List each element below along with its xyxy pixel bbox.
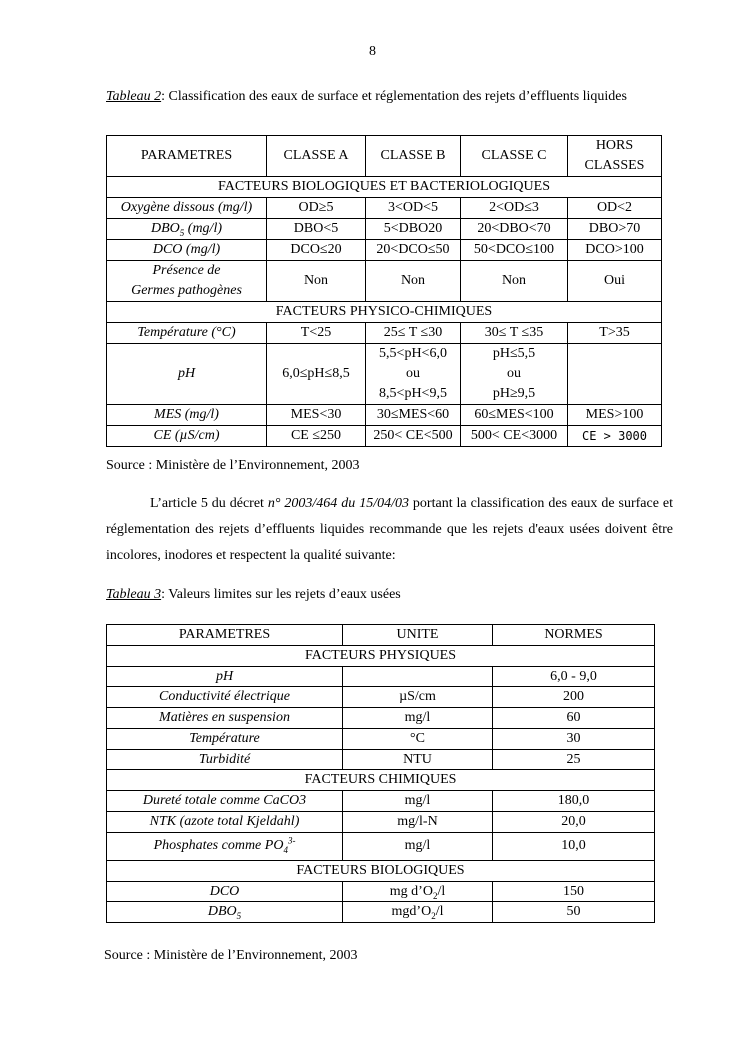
param-subscript: 5 <box>236 910 242 921</box>
unit-text: mg d’O <box>389 883 433 899</box>
norm-cell: 50 <box>493 902 655 923</box>
table-row <box>107 687 655 708</box>
section-title: FACTEURS CHIMIQUES <box>107 770 655 791</box>
table-row <box>107 832 655 860</box>
value-cell: OD≥5 <box>267 198 366 219</box>
param-cell: DCO <box>107 881 343 902</box>
norm-cell: 60 <box>493 708 655 729</box>
value-cell: MES>100 <box>568 405 662 426</box>
header-cell: CLASSE C <box>461 136 568 177</box>
table-header-row <box>107 136 662 177</box>
section-title: FACTEURS PHYSIQUES <box>107 645 655 666</box>
norm-cell: 6,0 - 9,0 <box>493 666 655 687</box>
tableau3-caption <box>106 587 401 603</box>
value-cell: 500< CE<3000 <box>461 426 568 447</box>
tableau2-table <box>106 135 662 447</box>
value-cell: 30≤ T ≤35 <box>461 323 568 344</box>
unit-text: /l <box>437 883 446 899</box>
norm-cell: 180,0 <box>493 791 655 812</box>
value-cell <box>366 344 461 405</box>
value-cell: T>35 <box>568 323 662 344</box>
table-row <box>107 811 655 832</box>
param-text: DBO <box>151 221 180 236</box>
param-cell: NTK (azote total Kjeldahl) <box>107 811 343 832</box>
value-line: 8,5<pH<9,5 <box>379 386 447 401</box>
param-line: Germes pathogènes <box>131 283 242 298</box>
table-row <box>107 666 655 687</box>
table-row <box>107 405 662 426</box>
value-cell: Non <box>366 261 461 302</box>
unit-cell: µS/cm <box>343 687 493 708</box>
section-row <box>107 302 662 323</box>
tableau3-source: Source : Ministère de l’Environnement, 2003 <box>104 948 358 963</box>
param-cell <box>107 219 267 240</box>
section-row <box>107 860 655 881</box>
norm-cell: 200 <box>493 687 655 708</box>
unit-subscript: 2 <box>432 890 438 901</box>
table-row <box>107 749 655 770</box>
value-cell: CE ≤250 <box>267 426 366 447</box>
value-cell: DCO>100 <box>568 240 662 261</box>
unit-cell <box>343 881 493 902</box>
param-cell: DCO (mg/l) <box>107 240 267 261</box>
value-cell: Non <box>267 261 366 302</box>
table-row <box>107 240 662 261</box>
value-cell: DCO≤20 <box>267 240 366 261</box>
param-superscript: 3- <box>287 835 296 846</box>
param-cell: Conductivité électrique <box>107 687 343 708</box>
norm-cell: 20,0 <box>493 811 655 832</box>
value-cell: MES<30 <box>267 405 366 426</box>
param-text: DBO <box>207 904 237 919</box>
header-cell: CLASSE B <box>366 136 461 177</box>
value-cell: T<25 <box>267 323 366 344</box>
header-cell: PARAMETRES <box>107 625 343 646</box>
unit-cell: mg/l <box>343 708 493 729</box>
value-cell: 3<OD<5 <box>366 198 461 219</box>
value-cell: 250< CE<500 <box>366 426 461 447</box>
header-cell: HORS CLASSES <box>568 136 662 177</box>
value-cell: 30≤MES<60 <box>366 405 461 426</box>
param-cell: Dureté totale comme CaCO3 <box>107 791 343 812</box>
table-row <box>107 791 655 812</box>
value-cell: OD<2 <box>568 198 662 219</box>
value-cell: 5<DBO20 <box>366 219 461 240</box>
value-cell: 6,0≤pH≤8,5 <box>267 344 366 405</box>
tableau2-caption <box>106 89 627 105</box>
value-cell: Oui <box>568 261 662 302</box>
page-number: 8 <box>369 44 376 59</box>
value-cell: 60≤MES<100 <box>461 405 568 426</box>
section-title: FACTEURS PHYSICO-CHIMIQUES <box>107 302 662 323</box>
value-cell: 50<DCO≤100 <box>461 240 568 261</box>
tableau2-caption-label: Tableau 2 <box>106 89 162 104</box>
paragraph-decree-ref: n° 2003/464 du 15/04/03 <box>267 496 409 511</box>
table-row <box>107 902 655 923</box>
param-subscript: 4 <box>283 845 288 856</box>
norm-cell: 25 <box>493 749 655 770</box>
section-row <box>107 770 655 791</box>
table-row <box>107 344 662 405</box>
value-cell: 2<OD≤3 <box>461 198 568 219</box>
norm-cell: 150 <box>493 881 655 902</box>
param-cell <box>107 832 343 860</box>
unit-cell <box>343 902 493 923</box>
unit-text: /l <box>435 904 444 919</box>
param-text: Phosphates comme PO <box>153 838 284 854</box>
section-title: FACTEURS BIOLOGIQUES ET BACTERIOLOGIQUES <box>107 177 662 198</box>
tableau2-source: Source : Ministère de l’Environnement, 2003 <box>106 458 360 473</box>
value-cell: Non <box>461 261 568 302</box>
paragraph-text: L’article 5 du décret <box>150 496 268 511</box>
body-paragraph <box>106 491 673 569</box>
unit-cell: mg/l <box>343 832 493 860</box>
table-row <box>107 198 662 219</box>
param-cell: pH <box>107 666 343 687</box>
unit-cell: mg/l <box>343 791 493 812</box>
unit-cell <box>343 666 493 687</box>
norm-cell: 10,0 <box>493 832 655 860</box>
header-cell: CLASSE A <box>267 136 366 177</box>
table-row <box>107 426 662 447</box>
unit-subscript: 2 <box>431 910 436 921</box>
value-line: ou <box>507 366 521 381</box>
header-cell: NORMES <box>493 625 655 646</box>
param-cell: CE (µS/cm) <box>107 426 267 447</box>
value-cell: DBO<5 <box>267 219 366 240</box>
param-subscript: 5 <box>179 227 185 238</box>
table-row <box>107 323 662 344</box>
param-cell <box>107 902 343 923</box>
paragraph-text: portant la classification des eaux de surface et réglementation des rejets d’effluents liquides recommande que les rejets d'eaux usées doivent être incolores, inodores et respectent la qualité suivante: <box>106 496 673 563</box>
section-row <box>107 177 662 198</box>
unit-cell: °C <box>343 728 493 749</box>
param-cell: Température <box>107 728 343 749</box>
unit-cell: mg/l-N <box>343 811 493 832</box>
value-cell <box>568 344 662 405</box>
tableau3-table <box>106 624 655 923</box>
table-row <box>107 261 662 302</box>
param-cell: Oxygène dissous (mg/l) <box>107 198 267 219</box>
value-line: pH≤5,5 <box>492 346 536 361</box>
value-line: 5,5<pH<6,0 <box>379 346 447 361</box>
table-row <box>107 708 655 729</box>
value-cell <box>461 344 568 405</box>
param-cell: Température (°C) <box>107 323 267 344</box>
param-cell: Matières en suspension <box>107 708 343 729</box>
value-line: pH≥9,5 <box>492 386 536 401</box>
value-cell: 20<DBO<70 <box>461 219 568 240</box>
norm-cell: 30 <box>493 728 655 749</box>
tableau3-caption-label: Tableau 3 <box>106 587 162 602</box>
param-cell: MES (mg/l) <box>107 405 267 426</box>
tableau3-caption-text: : Valeurs limites sur les rejets d’eaux usées <box>161 587 401 602</box>
param-line: Présence de <box>152 263 221 278</box>
value-cell: 20<DCO≤50 <box>366 240 461 261</box>
header-cell: PARAMETRES <box>107 136 267 177</box>
param-cell: pH <box>107 344 267 405</box>
value-cell: 25≤ T ≤30 <box>366 323 461 344</box>
param-cell: Turbidité <box>107 749 343 770</box>
table-row <box>107 881 655 902</box>
unit-text: mgd’O <box>391 904 432 919</box>
param-cell <box>107 261 267 302</box>
value-cell: DBO>70 <box>568 219 662 240</box>
section-row <box>107 645 655 666</box>
table-row <box>107 728 655 749</box>
unit-cell: NTU <box>343 749 493 770</box>
header-cell: UNITE <box>343 625 493 646</box>
tableau2-caption-text: : Classification des eaux de surface et réglementation des rejets d’effluents liquides <box>161 89 627 104</box>
param-text: (mg/l) <box>184 221 222 236</box>
table-row <box>107 219 662 240</box>
section-title: FACTEURS BIOLOGIQUES <box>107 860 655 881</box>
value-cell: CE > 3000 <box>568 426 662 447</box>
value-line: ou <box>406 366 420 381</box>
table-header-row <box>107 625 655 646</box>
